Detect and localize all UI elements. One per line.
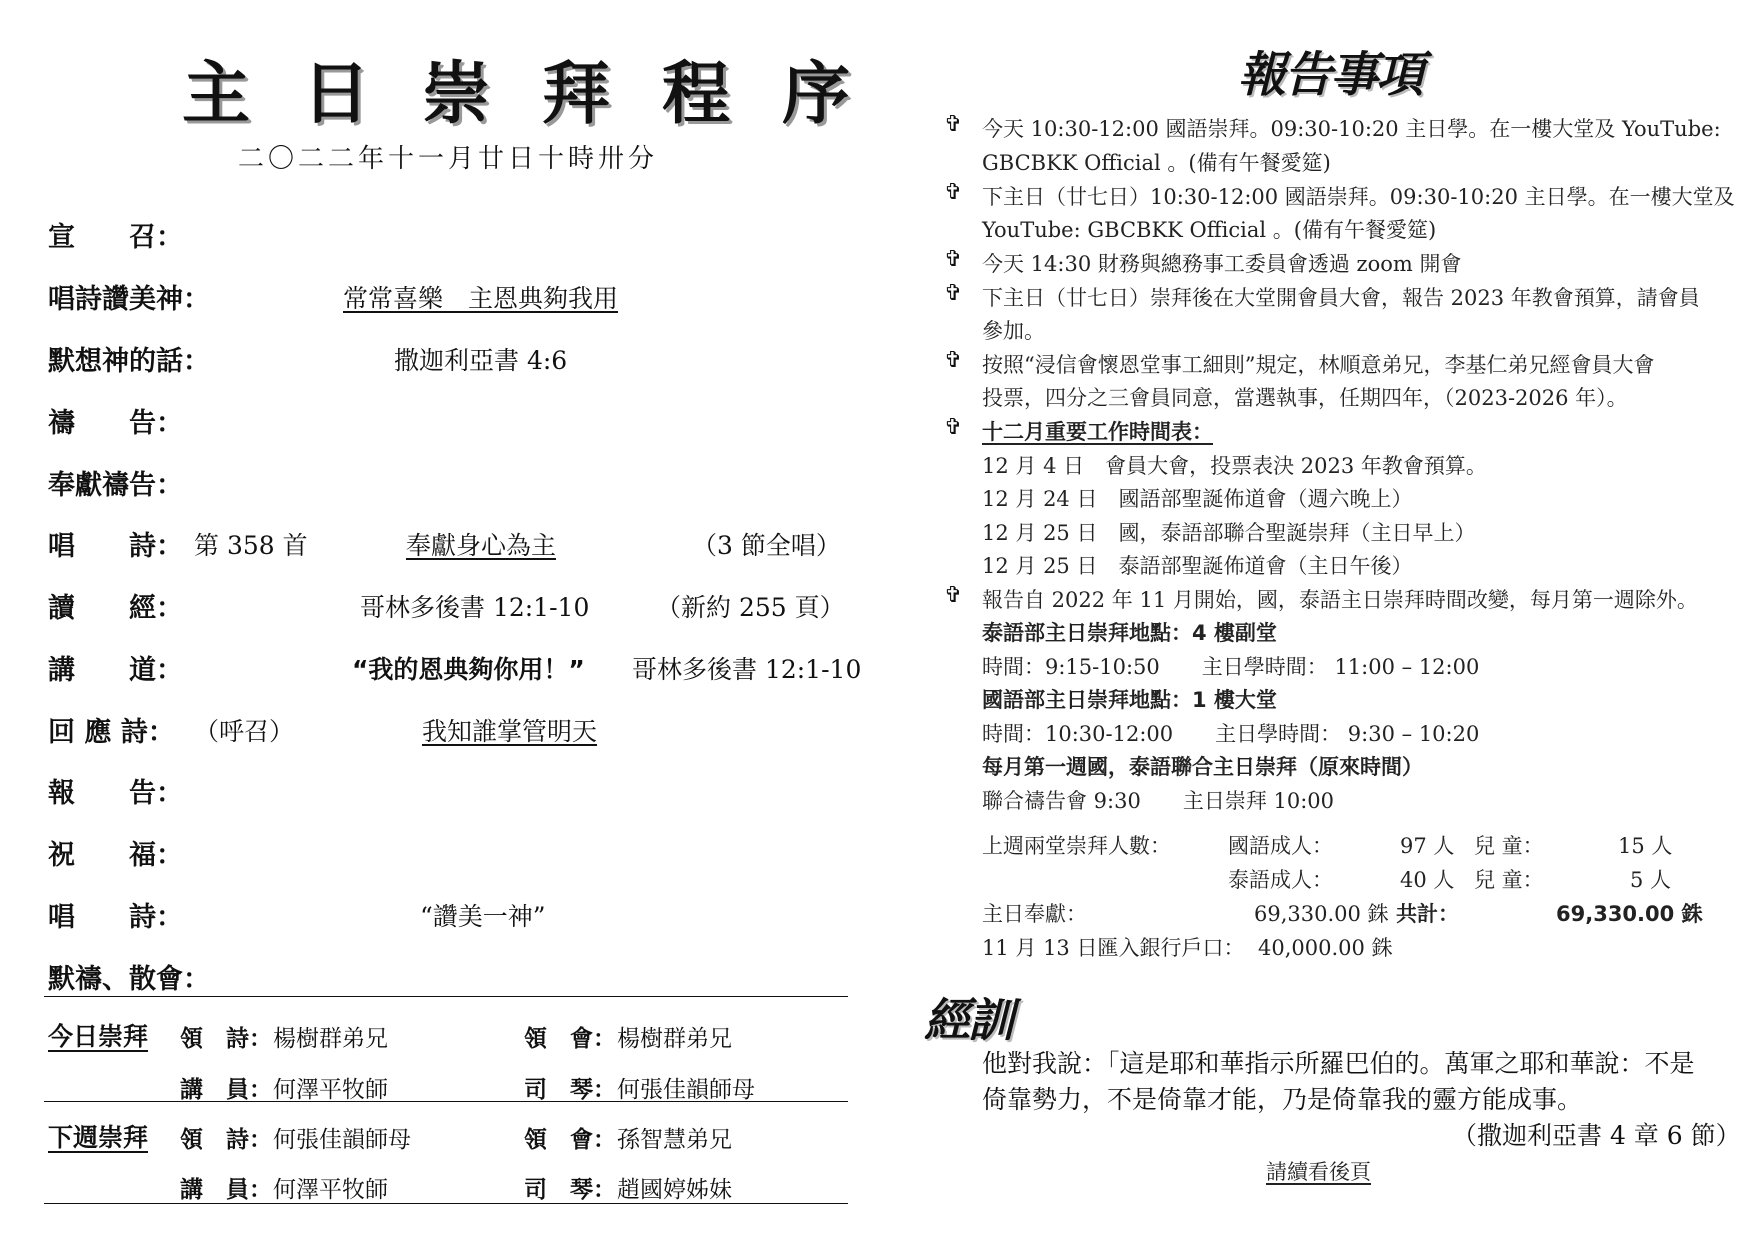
divider-bottom xyxy=(44,1203,848,1204)
december-schedule-heading: 十二月重要工作時間表： xyxy=(982,420,1213,444)
cross-bullet-icon: ✞ xyxy=(944,583,963,608)
schedule-item: 12 月 25 日 泰語部聖誕佈道會（主日午後） xyxy=(982,554,1413,578)
schedule-item: 12 月 4 日 會員大會，投票表決 2023 年教會預算。 xyxy=(982,454,1487,478)
next-lead-value: 孫智慧弟兄 xyxy=(617,1127,732,1153)
program-label-benediction: 祝 福： xyxy=(48,840,183,871)
next-piano-value: 趙國婷姊妹 xyxy=(617,1177,732,1203)
next-service-label: 下週崇拜 xyxy=(48,1123,149,1152)
announcement-line: 投票，四分之三會員同意，當選執事，任期四年，（2023-2026 年）。 xyxy=(982,386,1628,410)
offering-value: 69,330.00 銖 xyxy=(1254,902,1389,926)
announcement-line: 今天 14:30 財務與總務事工委員會透過 zoom 開會 xyxy=(982,252,1462,276)
mandarin-adult-key: 國語成人： xyxy=(1228,834,1333,858)
program-label-closing-hymn: 唱 詩： xyxy=(48,902,183,933)
continue-next-page: 請續看後頁 xyxy=(1266,1160,1371,1184)
mandarin-adult-value: 97 人 xyxy=(1400,834,1455,858)
today-lead-key: 領 會： xyxy=(524,1026,616,1052)
page-title: 主日崇拜程序 xyxy=(182,55,903,134)
thai-adult-key: 泰語成人： xyxy=(1228,868,1333,892)
bank-deposit-value: 40,000.00 銖 xyxy=(1258,936,1393,960)
reading-passage: 哥林多後書 12:1-10 xyxy=(360,593,590,622)
offering-key: 主日奉獻： xyxy=(982,902,1087,926)
total-key: 共計： xyxy=(1396,902,1459,926)
hymn-verses: （3 節全唱） xyxy=(692,531,841,560)
mandarin-service-location: 國語部主日崇拜地點：1 樓大堂 xyxy=(982,688,1277,712)
meditation-verse: 撒迦利亞書 4:6 xyxy=(394,346,568,375)
next-piano-key: 司 琴： xyxy=(524,1177,616,1203)
today-piano-value: 何張佳韻師母 xyxy=(617,1077,755,1103)
announcements-title: 報告事項 xyxy=(1238,47,1423,103)
next-speaker-value: 何澤平牧師 xyxy=(273,1177,388,1203)
service-date: 二〇二二年十一月廿日十時卅分 xyxy=(238,144,659,174)
divider-top xyxy=(44,996,848,997)
program-label-meditate: 默想神的話： xyxy=(48,346,210,377)
thai-service-location: 泰語部主日崇拜地點：4 樓副堂 xyxy=(982,621,1277,645)
program-label-hymn: 唱 詩： xyxy=(48,531,183,562)
today-lead-hymn-value: 楊樹群弟兄 xyxy=(273,1026,388,1052)
sermon-passage: 哥林多後書 12:1-10 xyxy=(632,655,862,684)
cross-bullet-icon: ✞ xyxy=(944,415,963,440)
cross-bullet-icon: ✞ xyxy=(944,281,963,306)
closing-hymn: “讚美一神” xyxy=(420,902,546,931)
program-label-response: 回 應 詩： xyxy=(48,717,175,748)
program-label-call: 宣 召： xyxy=(48,222,183,253)
attendance-label: 上週兩堂崇拜人數： xyxy=(982,834,1171,858)
hymn-title: 奉獻身心為主 xyxy=(406,531,557,560)
today-service-label: 今日崇拜 xyxy=(48,1022,149,1051)
joint-service-time: 聯合禱告會 9:30 主日崇拜 10:00 xyxy=(982,789,1335,813)
bank-deposit-key: 11 月 13 日匯入銀行戶口： xyxy=(982,936,1245,960)
mandarin-service-time: 時間：10:30-12:00 主日學時間： 9:30 – 10:20 xyxy=(982,722,1480,746)
next-lead-hymn-value: 何張佳韻師母 xyxy=(273,1127,411,1153)
thai-service-time: 時間：9:15-10:50 主日學時間： 11:00 – 12:00 xyxy=(982,655,1480,679)
total-value: 69,330.00 銖 xyxy=(1556,902,1703,926)
next-speaker-key: 講 員： xyxy=(180,1177,272,1203)
scripture-reference: （撒迦利亞書 4 章 6 節） xyxy=(1452,1121,1741,1150)
today-piano-key: 司 琴： xyxy=(524,1077,616,1103)
schedule-item: 12 月 24 日 國語部聖誕佈道會（週六晚上） xyxy=(982,487,1413,511)
mandarin-child-value: 15 人 xyxy=(1618,834,1673,858)
announcement-line: 按照“浸信會懷恩堂事工細則”規定，林順意弟兄，李基仁弟兄經會員大會 xyxy=(982,353,1655,377)
program-label-offering-prayer: 奉獻禱告： xyxy=(48,470,183,501)
today-speaker-key: 講 員： xyxy=(180,1077,272,1103)
praise-hymns: 常常喜樂 主恩典夠我用 xyxy=(343,284,619,313)
scripture-line: 他對我說：「這是耶和華指示所羅巴伯的。萬軍之耶和華說：不是 xyxy=(982,1049,1695,1078)
thai-child-key: 兒 童： xyxy=(1474,868,1544,892)
today-speaker-value: 何澤平牧師 xyxy=(273,1077,388,1103)
joint-service-heading: 每月第一週國，泰語聯合主日崇拜（原來時間） xyxy=(982,755,1423,779)
thai-adult-value: 40 人 xyxy=(1400,868,1455,892)
announcement-line: 今天 10:30-12:00 國語崇拜。09:30-10:20 主日學。在一樓大堂及 YouTube: xyxy=(982,117,1721,141)
cross-bullet-icon: ✞ xyxy=(944,180,963,205)
today-lead-hymn-key: 領 詩： xyxy=(180,1026,272,1052)
hymn-number: 第 358 首 xyxy=(194,531,308,560)
program-label-sermon: 講 道： xyxy=(48,655,183,686)
announcement-line: 下主日（廿七日）崇拜後在大堂開會員大會，報告 2023 年教會預算，請會員 xyxy=(982,286,1700,310)
announcement-line: 下主日（廿七日）10:30-12:00 國語崇拜。09:30-10:20 主日學。在一樓大堂及 xyxy=(982,185,1735,209)
cross-bullet-icon: ✞ xyxy=(944,112,963,137)
response-note: （呼召） xyxy=(194,717,295,746)
scripture-line: 倚靠勢力，不是倚靠才能，乃是倚靠我的靈方能成事。 xyxy=(982,1085,1583,1114)
today-lead-value: 楊樹群弟兄 xyxy=(617,1026,732,1052)
cross-bullet-icon: ✞ xyxy=(944,247,963,272)
mandarin-child-key: 兒 童： xyxy=(1474,834,1544,858)
announcement-line: 參加。 xyxy=(982,319,1045,343)
program-label-prayer: 禱 告： xyxy=(48,408,183,439)
program-label-dismissal: 默禱、散會： xyxy=(48,964,210,995)
sermon-title: “我的恩典夠你用！” xyxy=(352,655,585,684)
divider-middle xyxy=(44,1101,848,1102)
program-label-announcement: 報 告： xyxy=(48,778,183,809)
announcement-line: 報告自 2022 年 11 月開始，國，泰語主日崇拜時間改變，每月第一週除外。 xyxy=(982,588,1698,612)
scripture-title: 經訓 xyxy=(924,993,1012,1047)
cross-bullet-icon: ✞ xyxy=(944,348,963,373)
announcement-line: YouTube: GBCBKK Official 。(備有午餐愛筵) xyxy=(982,218,1437,242)
reading-page: （新約 255 頁） xyxy=(656,593,845,622)
thai-child-value: 5 人 xyxy=(1630,868,1672,892)
program-label-praise: 唱詩讚美神： xyxy=(48,284,210,315)
response-hymn: 我知誰掌管明天 xyxy=(422,717,598,746)
next-lead-hymn-key: 領 詩： xyxy=(180,1127,272,1153)
schedule-item: 12 月 25 日 國，泰語部聯合聖誕崇拜（主日早上） xyxy=(982,521,1476,545)
next-lead-key: 領 會： xyxy=(524,1127,616,1153)
announcement-line: GBCBKK Official 。(備有午餐愛筵) xyxy=(982,151,1331,175)
program-label-reading: 讀 經： xyxy=(48,593,183,624)
